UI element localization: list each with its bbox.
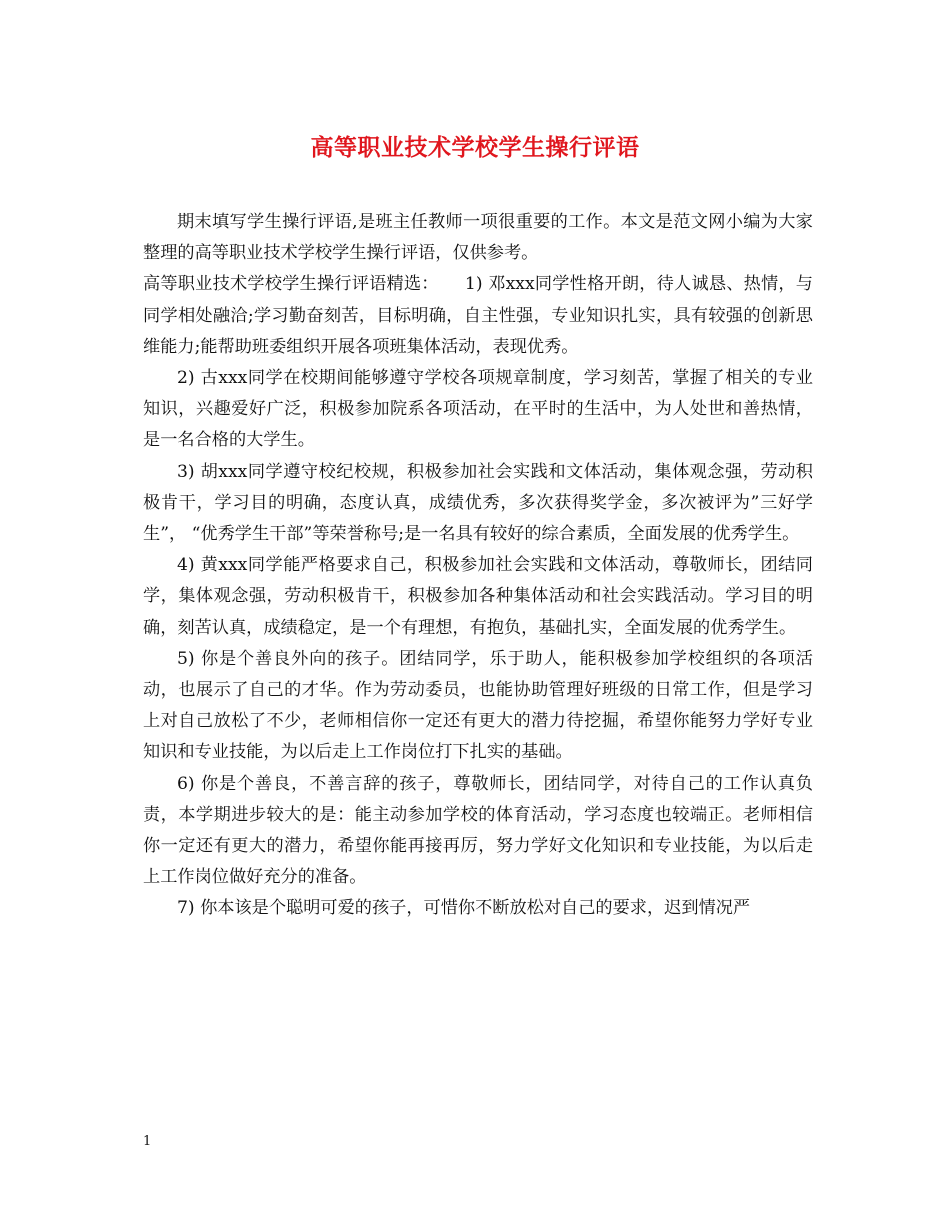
paragraph-intro: 期末填写学生操行评语,是班主任教师一项很重要的工作。本文是范文网小编为大家整理的高等职业技术学校学生操行评语，仅供参考。 [143, 212, 813, 264]
paragraph-item-5: 5) 你是个善良外向的孩子。团结同学，乐于助人，能积极参加学校组织的各项活动，也展示了自己的才华。作为劳动委员，也能协助管理好班级的日常工作，但是学习上对自己放松了不少，老师相信你一定还有更大的潜力待挖掘，希望你能努力学好专业知识和专业技能，为以后走上工作岗位打下扎实的基础。 [143, 648, 813, 763]
paragraph-item-1: 高等职业技术学校学生操行评语精选： 1) 邓xxx同学性格开朗，待人诚恳、热情，与同学相处融洽;学习勤奋刻苦，目标明确，自主性强，专业知识扎实，具有较强的创新思维能力;能帮助班委组织开展各项班集体活动，表现优秀。 [143, 274, 813, 357]
page-number: 1 [143, 1134, 152, 1149]
paragraph-item-7: 7) 你本该是个聪明可爱的孩子，可惜你不断放松对自己的要求，迟到情况严 [177, 898, 751, 919]
document-title: 高等职业技术学校学生操行评语 [310, 134, 640, 161]
paragraph-item-4: 4) 黄xxx同学能严格要求自己，积极参加社会实践和文体活动，尊敬师长，团结同学，集体观念强，劳动积极肯干，积极参加各种集体活动和社会实践活动。学习目的明确，刻苦认真，成绩稳定，是一个有理想，有抱负，基础扎实，全面发展的优秀学生。 [143, 555, 813, 638]
document-body [143, 207, 813, 925]
paragraph-item-2: 2) 古xxx同学在校期间能够遵守学校各项规章制度，学习刻苦，掌握了相关的专业知识，兴趣爱好广泛，积极参加院系各项活动，在平时的生活中，为人处世和善热情，是一名合格的大学生。 [143, 368, 813, 451]
paragraph-item-6: 6) 你是个善良，不善言辞的孩子，尊敬师长，团结同学，对待自己的工作认真负责，本学期进步较大的是：能主动参加学校的体育活动，学习态度也较端正。老师相信你一定还有更大的潜力，希望你能再接再厉，努力学好文化知识和专业技能，为以后走上工作岗位做好充分的准备。 [143, 773, 813, 888]
paragraph-item-3: 3) 胡xxx同学遵守校纪校规，积极参加社会实践和文体活动，集体观念强，劳动积极肯干，学习目的明确，态度认真，成绩优秀，多次获得奖学金，多次被评为”三好学生”， “优秀学生干部”等荣誉称号;是一名具有较好的综合素质，全面发展的优秀学生。 [143, 461, 813, 545]
